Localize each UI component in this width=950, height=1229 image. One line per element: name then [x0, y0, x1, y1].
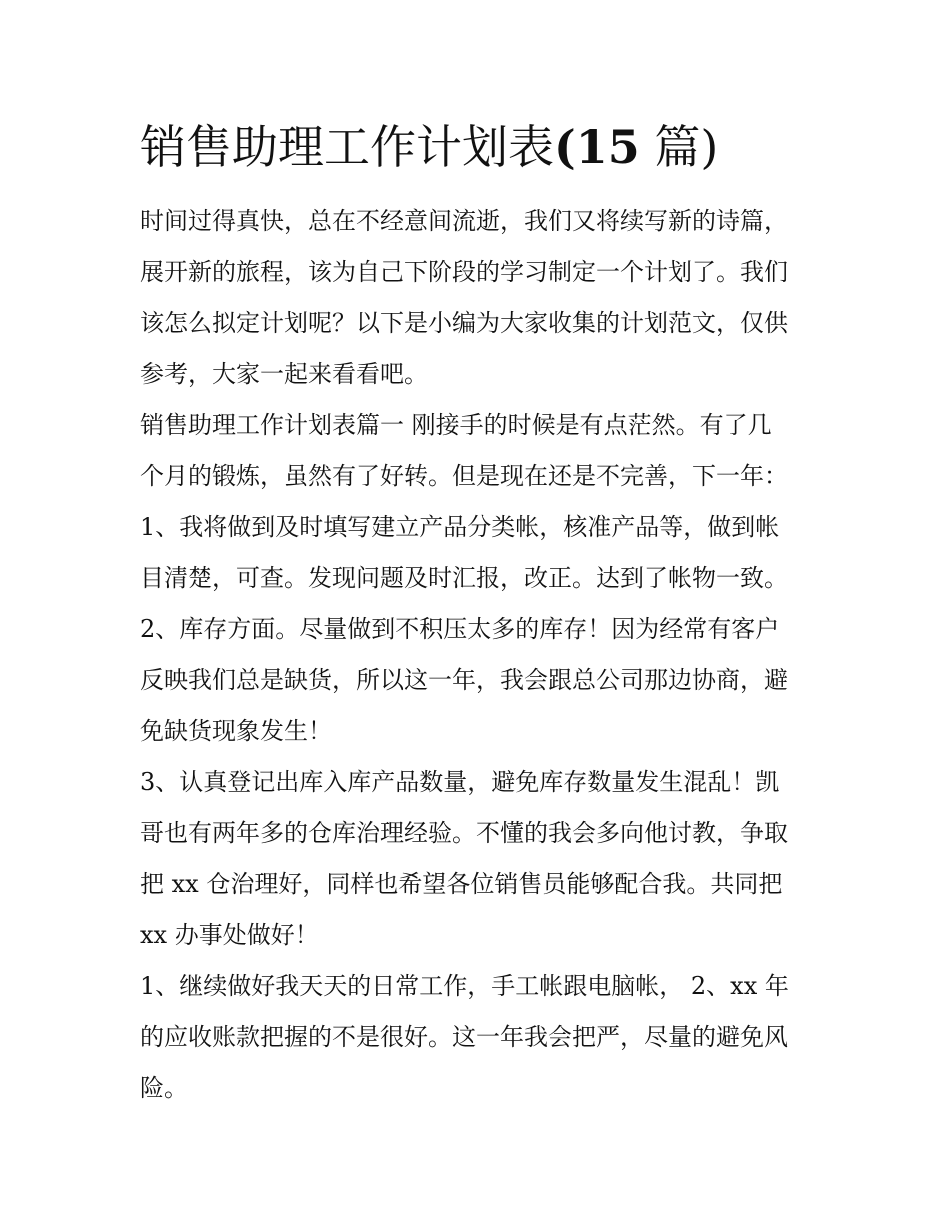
text-line: 该怎么拟定计划呢？以下是小编为大家收集的计划范文，仅供 [140, 309, 788, 337]
paragraph-intro [140, 196, 820, 400]
text-line: 险。 [140, 1074, 188, 1102]
text-line: 1、继续做好我天天的日常工作，手工帐跟电脑帐， 2、xx 年 [140, 972, 789, 1000]
text-line: 参考，大家一起来看看吧。 [140, 360, 428, 388]
document-body [140, 196, 820, 1114]
text-line: 反映我们总是缺货，所以这一年，我会跟总公司那边协商，避 [140, 666, 788, 694]
text-line: 个月的锻炼，虽然有了好转。但是现在还是不完善，下一年： [140, 462, 788, 490]
paragraph-daily-work [140, 961, 820, 1114]
text-line: xx 办事处做好！ [140, 921, 319, 949]
title-count: (15 [554, 120, 640, 174]
text-line: 的应收账款把握的不是很好。这一年我会把严，尽量的避免风 [140, 1023, 788, 1051]
paragraph-item-three [140, 757, 820, 961]
paragraph-plan-one [140, 400, 820, 757]
text-line: 免缺货现象发生！ [140, 717, 332, 745]
text-line: 销售助理工作计划表篇一 刚接手的时候是有点茫然。有了几 [140, 411, 772, 439]
text-line: 展开新的旅程，该为自己下阶段的学习制定一个计划了。我们 [140, 258, 788, 286]
text-line: 哥也有两年多的仓库治理经验。不懂的我会多向他讨教，争取 [140, 819, 788, 847]
text-line: 目清楚，可查。发现问题及时汇报，改正。达到了帐物一致。 [140, 564, 788, 592]
text-line: 把 xx 仓治理好，同样也希望各位销售员能够配合我。共同把 [140, 870, 783, 898]
title-main: 销售助理工作计划表 [140, 120, 554, 174]
text-line: 3、认真登记出库入库产品数量，避免库存数量发生混乱！凯 [140, 768, 780, 796]
text-line: 时间过得真快，总在不经意间流逝，我们又将续写新的诗篇， [140, 207, 788, 235]
page-title [140, 112, 718, 182]
title-unit: 篇) [639, 120, 719, 174]
text-line: 2、库存方面。尽量做到不积压太多的库存！因为经常有客户 [140, 615, 780, 643]
text-line: 1、我将做到及时填写建立产品分类帐，核准产品等，做到帐 [140, 513, 780, 541]
